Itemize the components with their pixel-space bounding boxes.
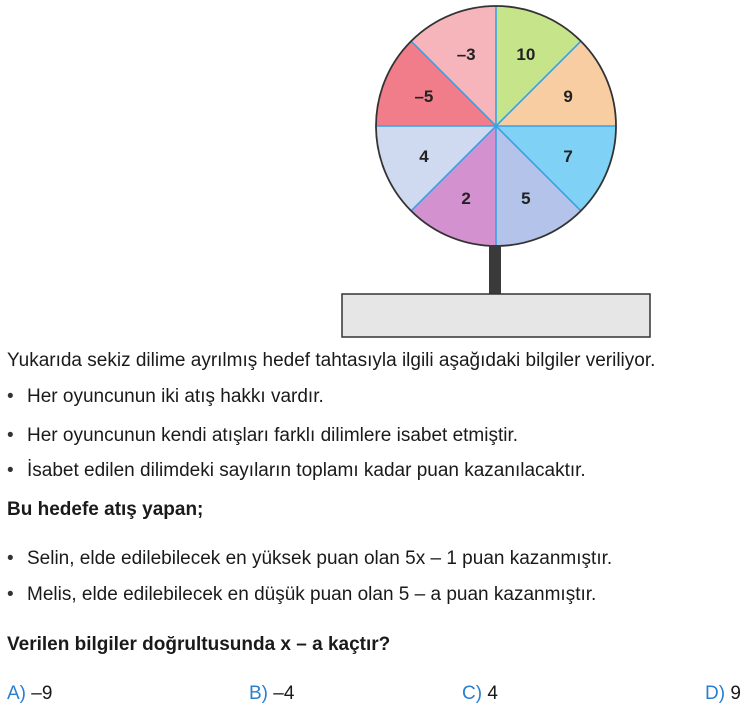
slice-label: 10 [516,44,536,64]
bullet-icon: • [7,460,14,481]
slice-label: 9 [563,87,573,107]
option-a[interactable]: A) –9 [7,683,53,704]
slice-label: 4 [419,146,429,166]
slice-label: 2 [461,189,471,209]
intro-text: Yukarıda sekiz dilime ayrılmış hedef tahtasıyla ilgili aşağıdaki bilgiler veriliyor. [7,350,656,371]
rule-item: • İsabet edilen dilimdeki sayıların toplamı kadar puan kazanılacaktır. [7,460,586,481]
target-board-figure [0,0,751,345]
slice-label: –3 [456,44,476,64]
subheading: Bu hedefe atış yapan; [7,499,204,520]
player-item: • Melis, elde edilebilecek en düşük puan olan 5 – a puan kazanmıştır. [7,584,597,605]
bullet-icon: • [7,548,14,569]
player-item: • Selin, elde edilebilecek en yüksek puan olan 5x – 1 puan kazanmıştır. [7,548,613,569]
option-d[interactable]: D) 9 [705,683,741,704]
bullet-icon: • [7,584,14,605]
rule-item: • Her oyuncunun kendi atışları farklı dilimlere isabet etmiştir. [7,425,519,446]
option-c[interactable]: C) 4 [462,683,498,704]
wheel-pole [489,245,501,295]
slice-label: 7 [563,146,573,166]
question-text: Verilen bilgiler doğrultusunda x – a kaçtır? [7,634,391,655]
wheel-base [342,294,650,337]
slice-label: 5 [521,189,531,209]
option-b[interactable]: B) –4 [249,683,295,704]
slice-label: –5 [414,87,434,107]
bullet-icon: • [7,386,14,407]
bullet-icon: • [7,425,14,446]
rule-item: • Her oyuncunun iki atış hakkı vardır. [7,386,324,407]
target-wheel [376,6,616,246]
